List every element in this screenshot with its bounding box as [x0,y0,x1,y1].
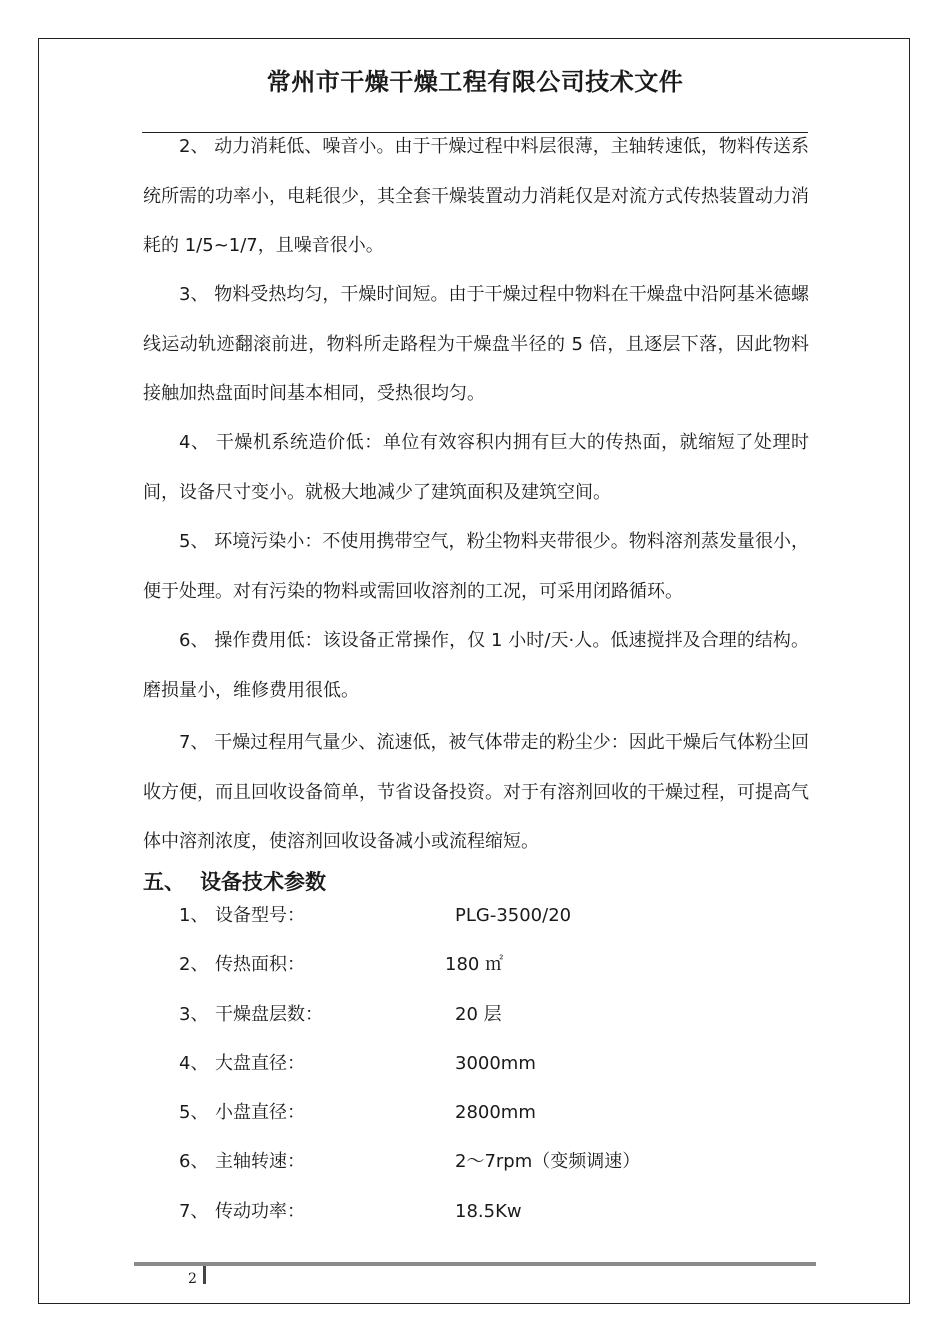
spec-index: 1、 [179,905,209,926]
spec-value: PLG-3500/20 [455,905,572,926]
paragraph-item [143,718,809,867]
spec-row [143,1197,809,1227]
paragraph-text: 干燥机系统造价低：单位有效容积内拥有巨大的传热面，就缩短了处理时间，设备尺寸变小。就极大地减少了建筑面积及建筑空间。 [143,432,809,503]
document-title: 常州市干燥干燥工程有限公司技术文件 [266,68,684,96]
paragraph-text: 干燥过程用气量少、流速低，被气体带走的粉尘少：因此干燥后气体粉尘回收方便，而且回收设备简单，节省设备投资。对于有溶剂回收的干燥过程，可提高气体中溶剂浓度，使溶剂回收设备减小或流程缩短。 [143,732,809,852]
spec-value: 3000mm [455,1053,536,1074]
spec-value: 2800mm [455,1102,536,1123]
item-number: 7、 [179,732,209,753]
section-number: 五、 [143,870,185,894]
paragraph-item [143,418,809,517]
item-number: 6、 [179,630,209,651]
paragraph-item [143,517,809,616]
spec-value: 180 ㎡ [445,954,504,975]
item-number: 3、 [179,284,209,305]
page-number: 2 [188,1271,197,1287]
paragraph-item [143,270,809,419]
spec-label: 传热面积： [215,954,305,975]
paragraph-item [143,122,809,271]
spec-index: 5、 [179,1102,209,1123]
spec-index: 7、 [179,1201,209,1222]
spec-label: 设备型号： [215,905,305,926]
item-number: 4、 [179,432,210,453]
spec-value: 18.5Kw [455,1201,522,1222]
spec-label: 主轴转速： [215,1151,305,1172]
spec-value: 2～7rpm（变频调速） [455,1151,641,1172]
spec-value: 20 层 [455,1004,502,1025]
section-title: 设备技术参数 [200,870,326,894]
spec-index: 3、 [179,1004,209,1025]
spec-index: 4、 [179,1053,209,1074]
section-heading [143,866,326,898]
paragraph-text: 环境污染小：不使用携带空气，粉尘物料夹带很少。物料溶剂蒸发量很小，便于处理。对有污染的物料或需回收溶剂的工况，可采用闭路循环。 [143,531,809,602]
item-number: 5、 [179,531,209,552]
spec-row [143,1000,809,1030]
spec-label: 小盘直径： [215,1102,305,1123]
paragraph-text: 物料受热均匀，干燥时间短。由于干燥过程中物料在干燥盘中沿阿基米德螺线运动轨迹翻滚前进，物料所走路程为干燥盘半径的 5 倍，且逐层下落，因此物料接触加热盘面时间基本相同，受热很均匀。 [143,284,809,404]
spec-index: 6、 [179,1151,209,1172]
spec-label: 传动功率： [215,1201,305,1222]
paragraph-item [143,616,809,715]
spec-row [143,901,809,931]
spec-row [143,950,809,980]
spec-label: 干燥盘层数： [215,1004,323,1025]
page-number-bar [203,1266,206,1284]
spec-row [143,1147,809,1177]
spec-label: 大盘直径： [215,1053,305,1074]
paragraph-text: 动力消耗低、噪音小。由于干燥过程中料层很薄，主轴转速低，物料传送系统所需的功率小，电耗很少，其全套干燥装置动力消耗仅是对流方式传热装置动力消耗的 1/5~1/7，且噪音很小。 [143,136,809,256]
spec-row [143,1049,809,1079]
spec-index: 2、 [179,954,209,975]
footer-rule [134,1262,816,1266]
paragraph-text: 操作费用低：该设备正常操作，仅 1 小时/天·人。低速搅拌及合理的结构。磨损量小，维修费用很低。 [143,630,809,701]
item-number: 2、 [179,136,209,157]
spec-row [143,1098,809,1128]
